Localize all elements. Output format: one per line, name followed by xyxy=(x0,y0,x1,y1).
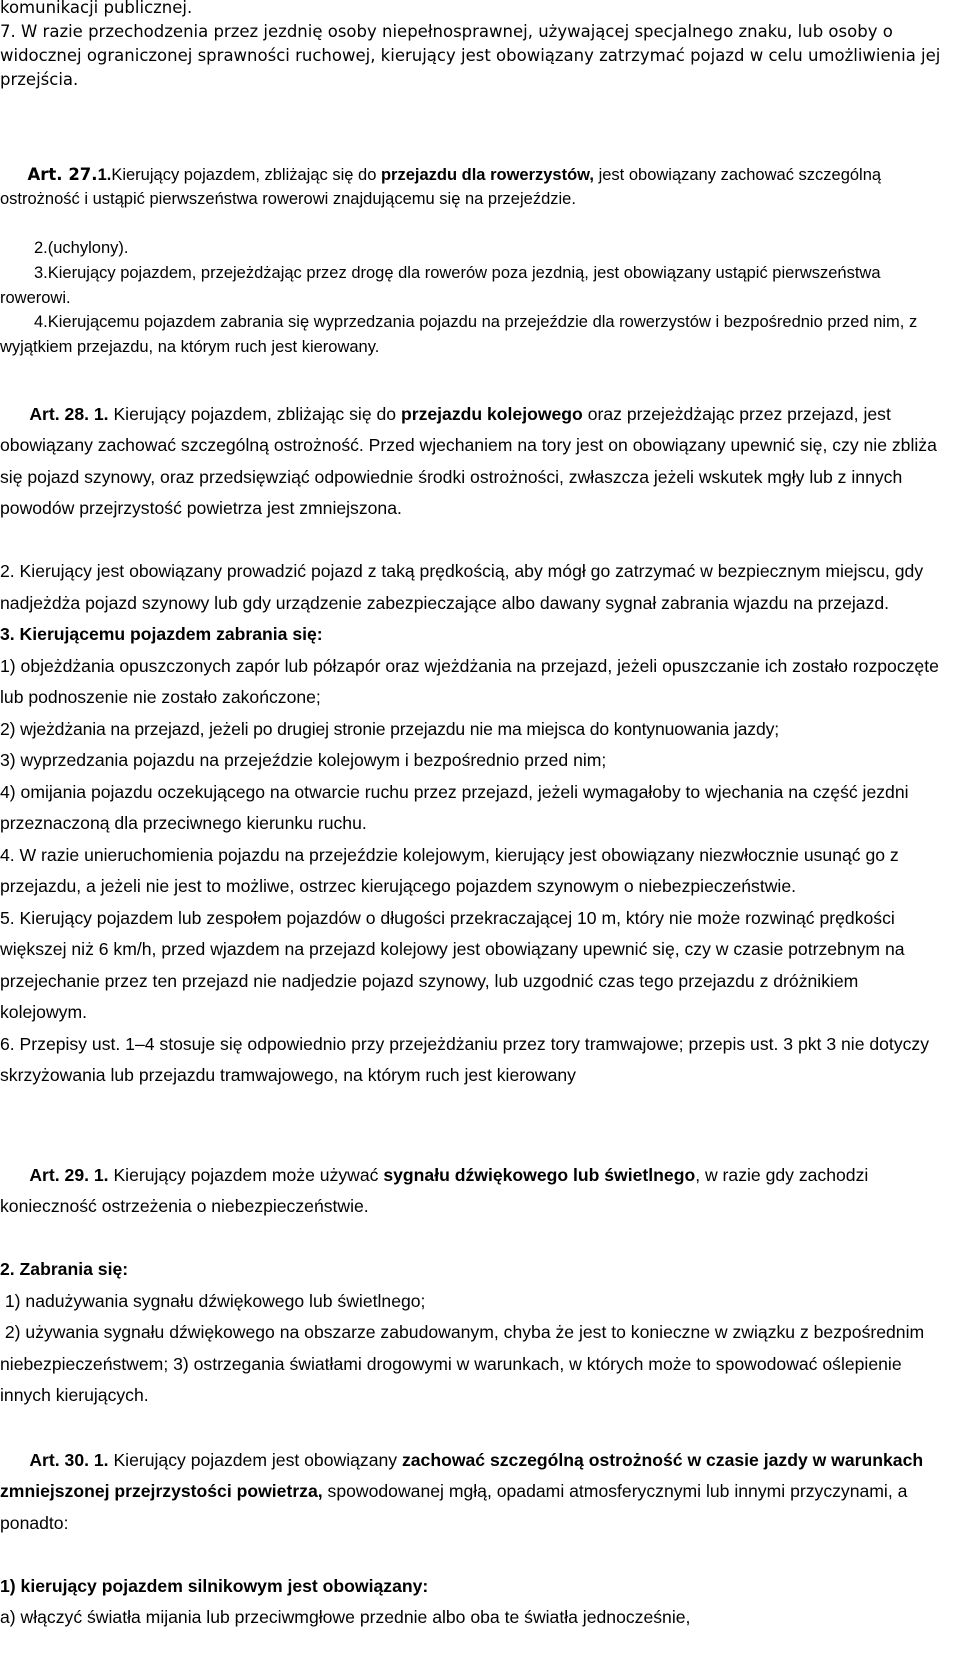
art30-p1-text: Kierujący pojazdem jest obowiązany xyxy=(108,1449,402,1470)
art29-p1-bold: sygnału dźwiękowego lub świetlnego xyxy=(383,1164,696,1185)
art28-heading: Art. 28. 1. xyxy=(29,403,109,424)
art28-paragraph-6: 6. Przepisy ust. 1–4 stosuje się odpowiednio przy przejeżdżaniu przez tory tramwajowe; przepis ust. 3 pkt 3 nie dotyczy skrzyżowania lub przejazdu tramwajowego, na którym ruch jest kierowany xyxy=(0,1033,934,1085)
art29-p2-bold: 2. Zabrania się: xyxy=(0,1259,129,1279)
art30-item-1 xyxy=(0,1571,948,1603)
art30-p1-text-end: spowodowanej mgłą, opadami atmosferycznymi lub innymi przyczynami, a ponadto: xyxy=(0,1481,913,1533)
art28-paragraph-2: 2. Kierujący jest obowiązany prowadzić pojazd z taką prędkością, aby mógł go zatrzymać w bezpiecznym miejscu, gdy nadjeżdża pojazd szynowy lub gdy urządzenie zabezpieczające albo dawany sygnał zabrania wjazdu na przejazd. xyxy=(0,561,929,613)
art28-paragraph-1 xyxy=(0,367,948,556)
article-30 xyxy=(0,1413,948,1634)
art30-paragraph-1 xyxy=(0,1413,948,1571)
art27-paragraph-2: 2.(uchylony). xyxy=(34,239,129,258)
art28-p1-text-end: oraz przejeżdżając przez przejazd, jest obowiązany zachować szczególną ostrożność. Przed wjechaniem na tory jest on obowiązany upewnić się, czy nie zbliża się pojazd szynowy, oraz przedsięwziąć odpowiednie środki ostrożności, zwłaszcza jeżeli wskutek mgły lub z innych powodów przejrzystość powietrza jest zmniejszona. xyxy=(0,403,942,518)
art29-paragraph-2 xyxy=(0,1254,948,1286)
intro-line: komunikacji publicznej. xyxy=(0,0,193,17)
art29-p1-text: Kierujący pojazdem może używać xyxy=(108,1164,384,1185)
art28-item-3: 3) wyprzedzania pojazdu na przejeździe kolejowym i bezpośrednio przed nim; xyxy=(0,750,607,770)
article-28 xyxy=(0,367,948,1092)
art28-item-2: 2) wjeżdżania na przejazd, jeżeli po drugiej stronie przejazdu nie ma miejsca do kontynuowania jazdy; xyxy=(0,718,779,739)
art28-p3-bold: 3. Kierującemu pojazdem zabrania się: xyxy=(0,624,323,644)
art28-item-4: 4) omijania pojazdu oczekującego na otwarcie ruchu przez przejazd, jeżeli wymagałoby to wjechania na część jezdni przeznaczoną dla przeciwnego kierunku ruchu. xyxy=(0,781,914,833)
art30-item-2: a) włączyć światła mijania lub przeciwmgłowe przednie albo oba te światła jednocześnie, xyxy=(0,1607,691,1627)
art27-heading: Art. 27. xyxy=(27,164,98,184)
article-29 xyxy=(0,1128,948,1412)
art27-p1-number: 1. xyxy=(97,165,112,184)
art29-item-1: 1) nadużywania sygnału dźwiękowego lub świetlnego; xyxy=(0,1290,426,1311)
art28-paragraph-3 xyxy=(0,619,948,651)
art28-item-1: 1) objeżdżania opuszczonych zapór lub półzapór oraz wjeżdżania na przejazd, jeżeli opuszczanie ich zostało rozpoczęte lub podnoszenie nie zostało zakończone; xyxy=(0,655,944,707)
art29-heading: Art. 29. 1. xyxy=(29,1164,109,1185)
art28-paragraph-5: 5. Kierujący pojazdem lub zespołem pojazdów o długości przekraczającej 10 m, który nie może rozwinąć prędkości większej niż 6 km/h, przed wjazdem na przejazd kolejowy jest obowiązany upewnić się, czy w czasie potrzebnym na przejechanie przez ten przejazd nie nadjedzie pojazd szynowy, lub uzgodnić czas tego przejazdu z dróżnikiem kolejowym. xyxy=(0,907,910,1022)
art29-p1-text-end: , w razie gdy zachodzi konieczność ostrzeżenia o niebezpieczeństwie. xyxy=(0,1164,874,1216)
article-27 xyxy=(0,138,948,359)
intro-section xyxy=(0,0,948,92)
art30-heading: Art. 30. 1. xyxy=(29,1449,109,1470)
art27-paragraph-1 xyxy=(0,138,948,236)
art28-p1-text: Kierujący pojazdem, zbliżając się do xyxy=(108,403,401,424)
art30-p1-bold: zachować szczególną ostrożność w czasie jazdy w warunkach zmniejszonej przejrzystości powietrza, xyxy=(0,1449,928,1501)
art29-item-2: 2) używania sygnału dźwiękowego na obszarze zabudowanym, chyba że jest to konieczne w związku z bezpośrednim niebezpieczeństwem; 3) ostrzegania światłami drogowymi w warunkach, w których może to spowodować oślepienie innych kierujących. xyxy=(0,1322,930,1405)
art29-paragraph-1 xyxy=(0,1128,948,1254)
art28-p1-bold: przejazdu kolejowego xyxy=(400,403,583,424)
art27-p1-text: Kierujący pojazdem, zbliżając się do xyxy=(111,165,381,184)
art27-paragraph-4: 4.Kierującemu pojazdem zabrania się wyprzedzania pojazdu na przejeździe dla rowerzystów i bezpośrednio przed nim, z wyjątkiem przejazdu, na którym ruch jest kierowany. xyxy=(0,313,922,356)
art27-paragraph-3: 3.Kierujący pojazdem, przejeżdżając przez drogę dla rowerów poza jezdnią, jest obowiązany ustąpić pierwszeństwa rowerowi. xyxy=(0,263,886,307)
art28-paragraph-4: 4. W razie unieruchomienia pojazdu na przejeździe kolejowym, kierujący jest obowiązany niezwłocznie usunąć go z przejazdu, a jeżeli nie jest to możliwe, ostrzec kierującego pojazdem szynowym o niebezpieczeństwie. xyxy=(0,844,904,896)
art27-p1-text-end: jest obowiązany zachować szczególną ostrożność i ustąpić pierwszeństwa rowerowi znajdującemu się na przejeździe. xyxy=(0,165,886,209)
paragraph-7: 7. W razie przechodzenia przez jezdnię osoby niepełnosprawnej, używającej specjalnego znaku, lub osoby o widocznej ograniczonej sprawności ruchowej, kierujący jest obowiązany zatrzymać pojazd w celu umożliwienia jej przejścia. xyxy=(0,22,946,89)
art30-item-1-bold: 1) kierujący pojazdem silnikowym jest obowiązany: xyxy=(0,1575,429,1596)
art27-p1-bold: przejazdu dla rowerzystów, xyxy=(380,165,594,184)
